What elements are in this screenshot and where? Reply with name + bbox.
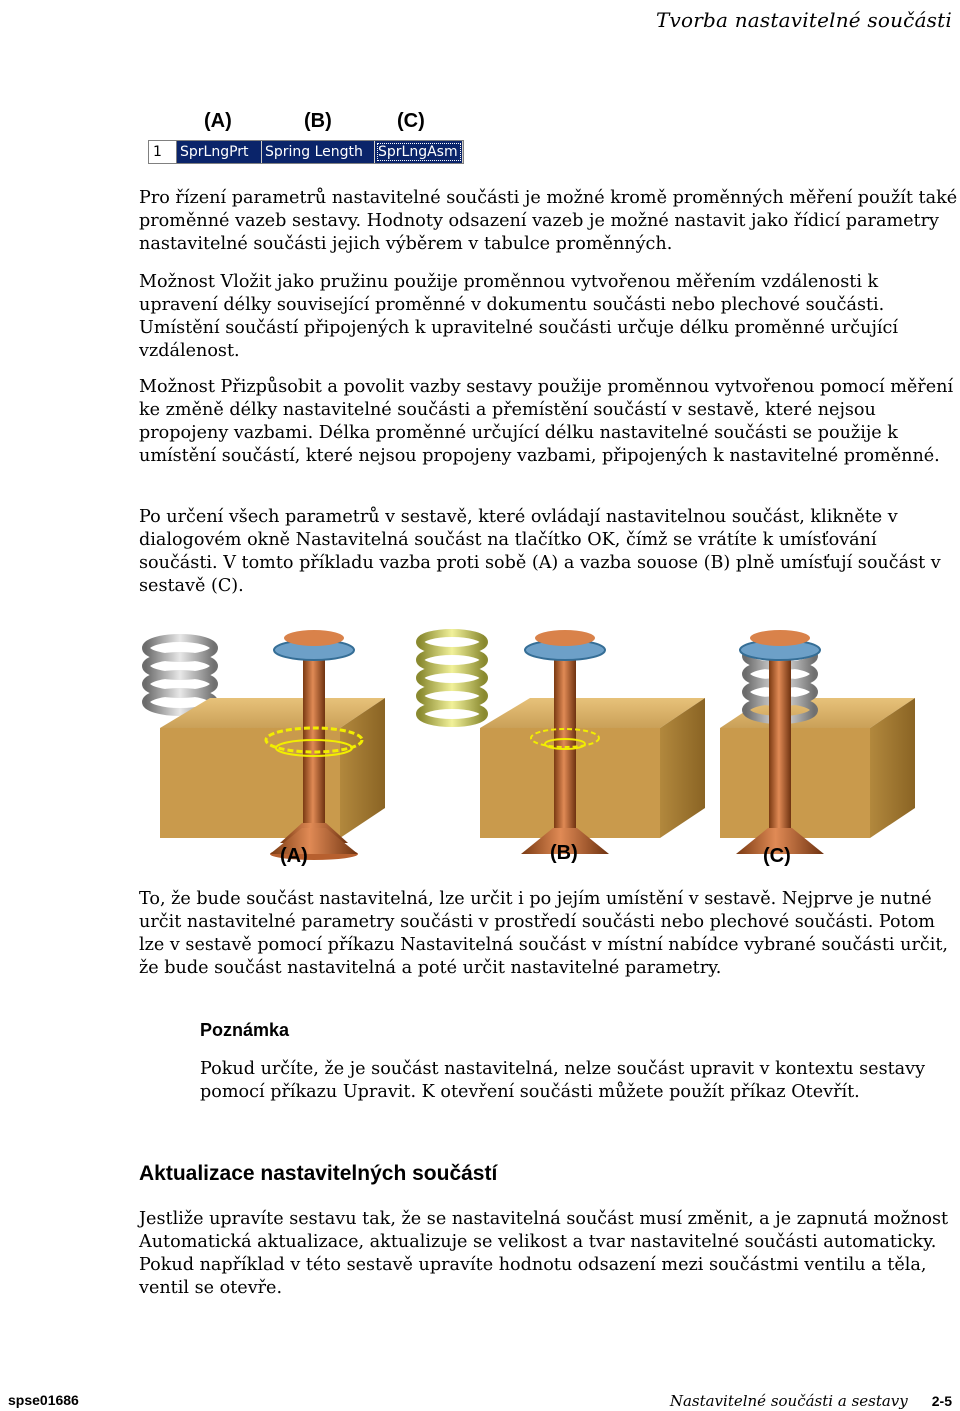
footer-title: Nastavitelné součásti a sestavy [669,1392,908,1410]
note-text: Pokud určíte, že je součást nastavitelná, nelze součást upravit v kontextu sestavy pomocí příkazu Upravit. K otevření součásti můžete použít příkaz Otevřít. [200,1059,926,1102]
cell-sprlngasm[interactable]: SprLngAsm [375,141,463,163]
label-c: (C) [397,110,425,132]
block-c [720,698,915,838]
figure-label-b: (B) [550,842,578,864]
spring-a [146,638,214,712]
cell-spring-length[interactable]: Spring Length [262,141,375,163]
running-header: Tvorba nastavitelné součásti [655,8,952,32]
paragraph-2: Možnost Vložit jako pružinu použije proměnnou vytvořenou měřením vzdálenosti k upravení délky související proměnné v dokumentu součásti nebo plechové součásti. Umístění součástí připojených k upravitelné součásti určuje délku proměnné určující vzdálenost. [139,272,899,361]
label-a: (A) [204,110,232,132]
block-a [160,698,385,838]
page-number: 2-5 [931,1393,952,1409]
variable-table-labels [0,110,960,140]
spring-b [420,633,484,723]
section-heading: Aktualizace nastavitelných součástí [139,1162,498,1185]
paragraph-1: Pro řízení parametrů nastavitelné součásti je možné kromě proměnných měření použít také proměnné vazeb sestavy. Hodnoty odsazení vazeb je možné nastavit jako řídicí parametry nastavitelné součásti jejich výběrem v tabulce proměnných. [139,188,958,254]
paragraph-3: Možnost Přizpůsobit a povolit vazby sestavy použije proměnnou vytvořenou pomocí měření ke změně délky nastavitelné součásti a přemístění součástí v sestavě, které nejsou propojeny vazbami. Délka proměnné určující délku nastavitelné součásti se použije k umístění součástí, které nejsou propojeny vazbami, připojených k nastavitelné proměnné. [139,377,954,466]
spring-assembly-figure [140,628,920,868]
assembly-a [146,630,385,860]
assembly-c [720,630,915,854]
footer [670,1392,952,1410]
assembly-b [420,630,705,854]
figure-label-c: (C) [763,845,791,867]
section-text: Jestliže upravíte sestavu tak, že se nastavitelná součást musí změnit, a je zapnutá možnost Automatická aktualizace, aktualizuje se velikost a tvar nastavitelné součásti automaticky. Pokud například v této sestavě upravíte hodnotu odsazení mezi součástmi ventilu a těla, ventil se otevře. [139,1209,949,1298]
variable-table-row[interactable] [148,140,464,164]
note-heading: Poznámka [200,1020,290,1040]
paragraph-5: To, že bude součást nastavitelná, lze určit i po jejím umístění v sestavě. Nejprve je nutné určit nastavitelné parametry součásti v prostředí součásti nebo plechové součásti. Potom lze v sestavě pomocí příkazu Nastavitelná součást v místní nabídce vybrané součásti určit, že bude součást nastavitelná a poté určit nastavitelné parametry. [139,889,948,978]
cell-sprlngprt[interactable]: SprLngPrt [177,141,262,163]
block-b [480,698,705,838]
figure-label-a: (A) [280,845,308,867]
footer-doc-id: spse01686 [8,1392,79,1408]
row-number-cell[interactable]: 1 [149,141,177,163]
label-b: (B) [304,110,332,132]
paragraph-4: Po určení všech parametrů v sestavě, které ovládají nastavitelnou součást, klikněte v dialogovém okně Nastavitelná součást na tlačítko OK, čímž se vrátíte k umísťování součásti. V tomto příkladu vazba proti sobě (A) a vazba souose (B) plně umísťují součást v sestavě (C). [139,507,941,596]
